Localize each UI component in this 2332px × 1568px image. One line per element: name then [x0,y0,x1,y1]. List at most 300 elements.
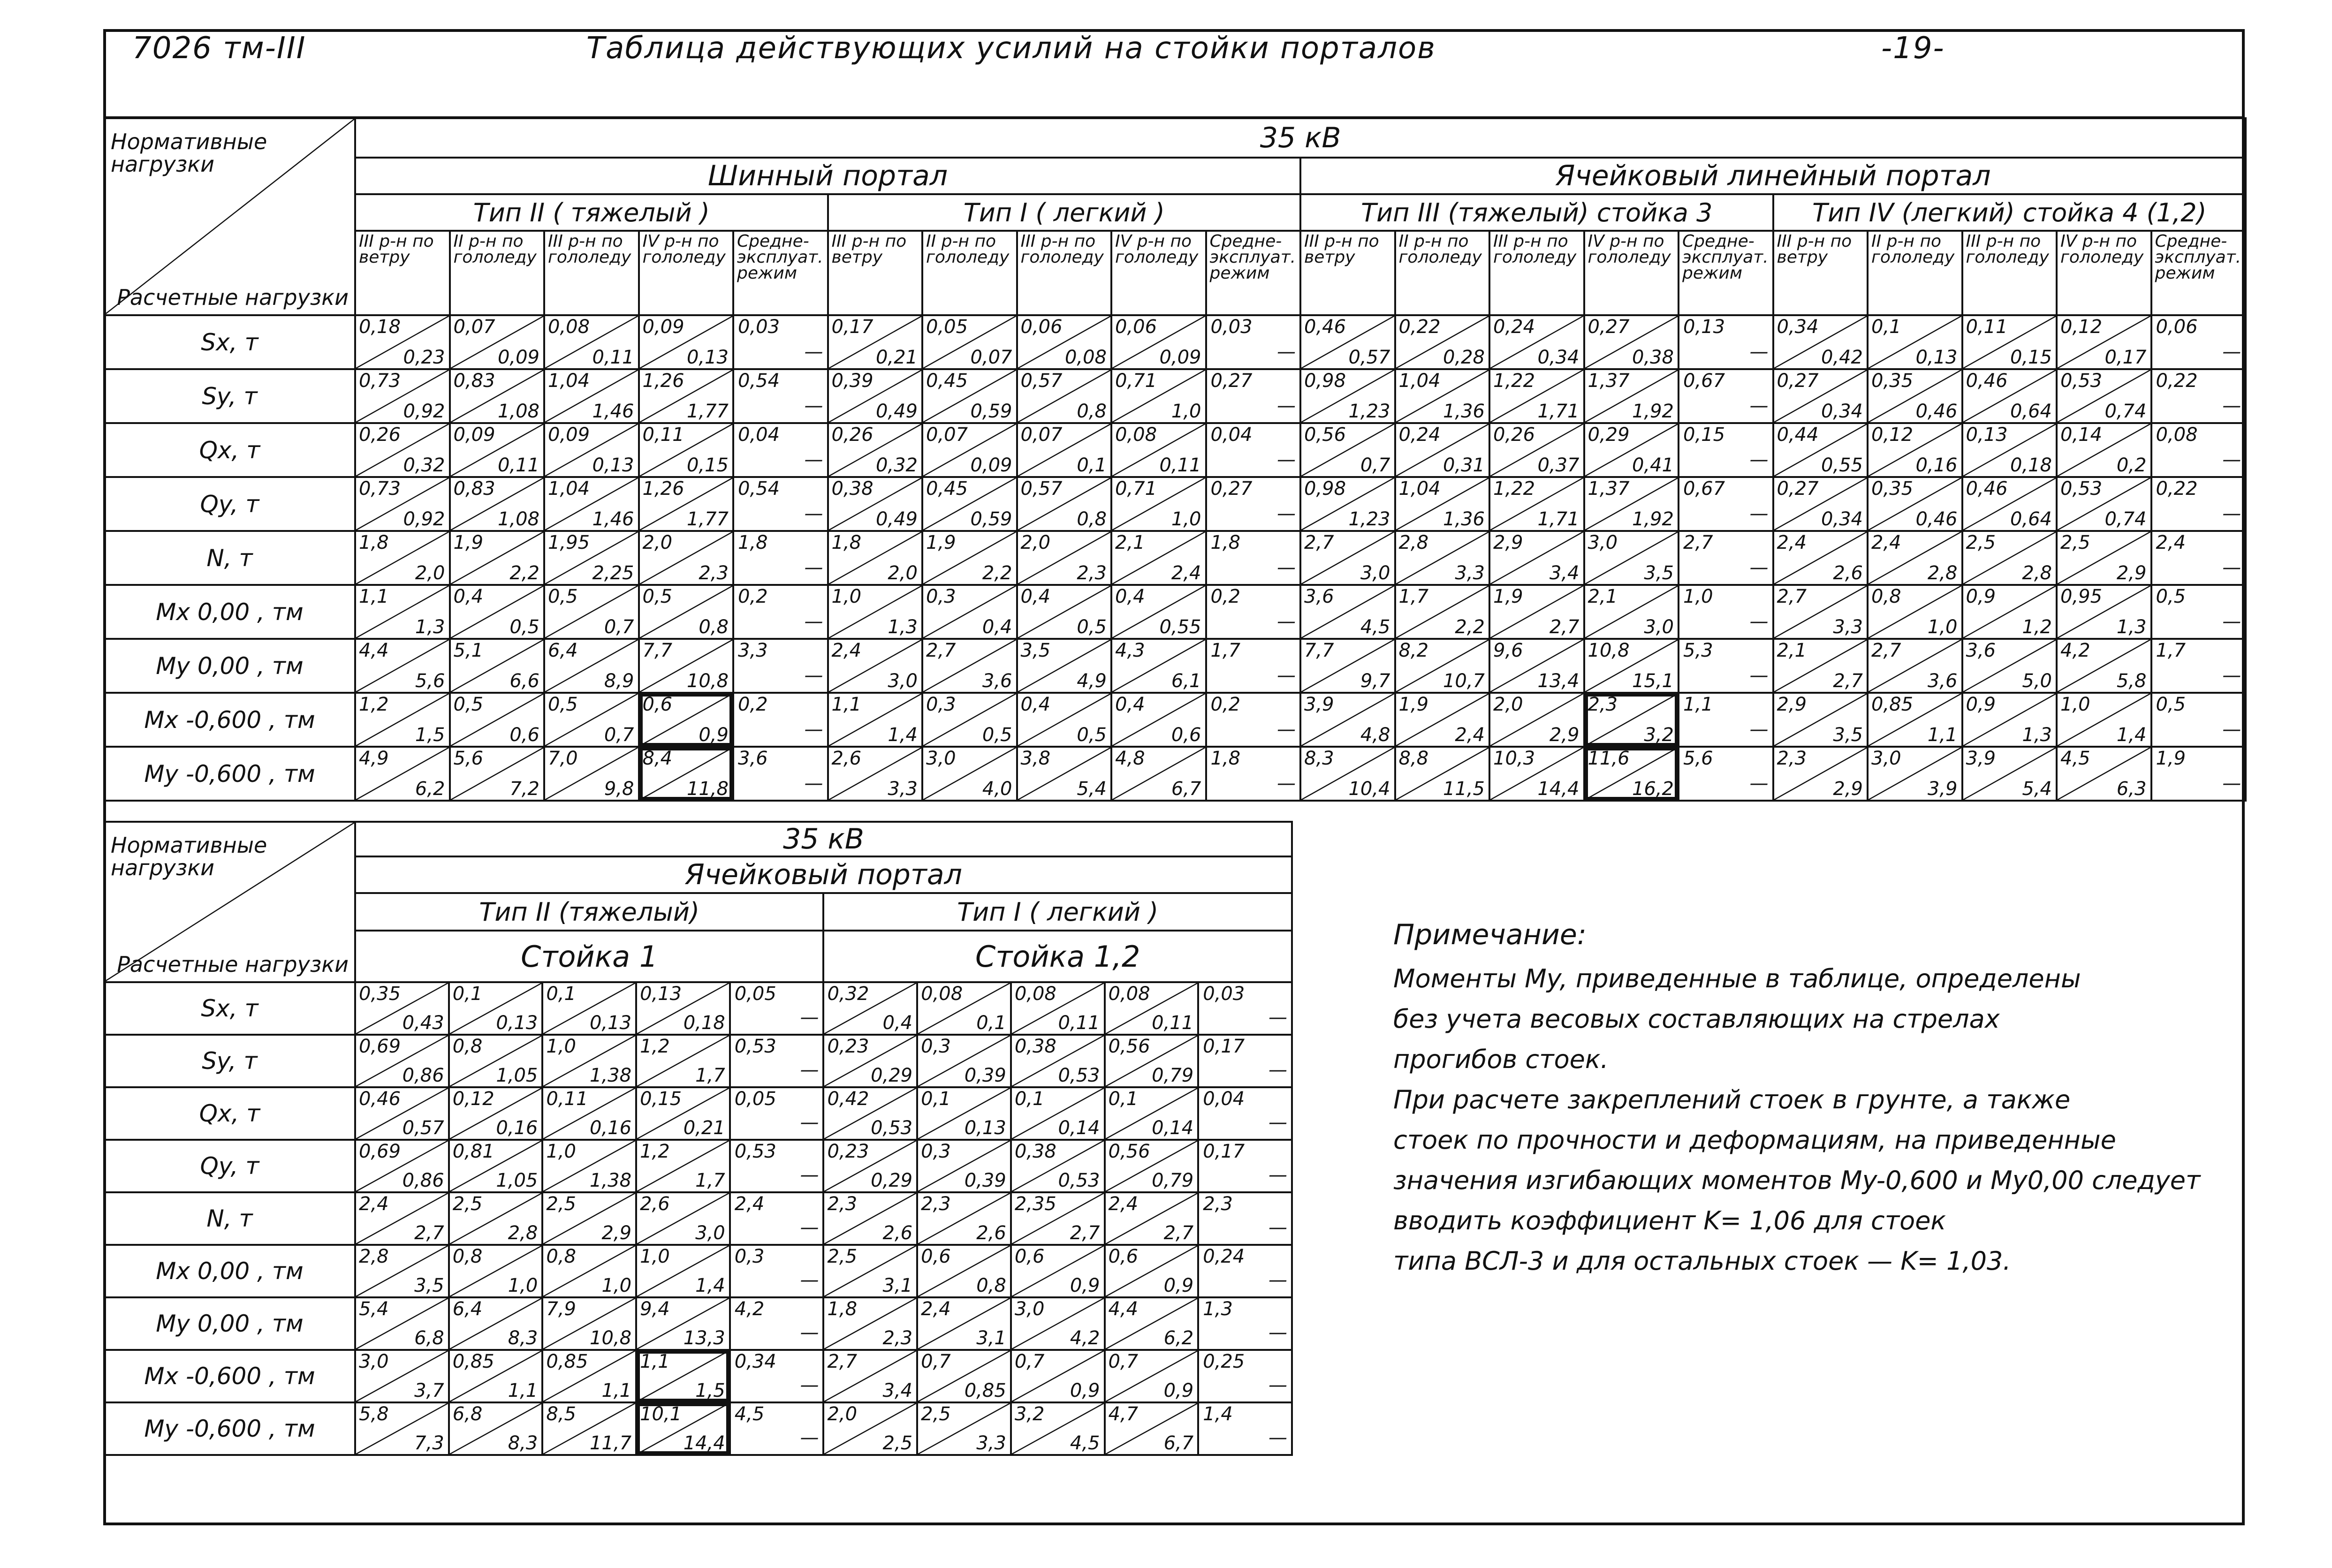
value-cell [1011,1192,1105,1245]
value-normative: 1,37 [1588,478,1630,500]
value-normative: 0,22 [1398,316,1441,338]
value-cell [2057,747,2151,801]
value-design: 0,55 [1159,616,1201,638]
value-dash: — [1277,341,1296,363]
value-design: 0,8 [699,616,729,638]
table-row [104,1140,1292,1192]
value-cell [1489,585,1584,639]
value-cell [1868,693,1962,747]
value-design: 0,34 [1821,508,1863,530]
value-design: 0,74 [2104,401,2147,422]
value-normative: 2,7 [1871,640,1901,661]
value-cell [823,1245,917,1297]
value-normative: 2,3 [1588,694,1618,715]
value-design: 2,2 [1455,616,1485,638]
value-cell [355,315,450,369]
value-design: 0,5 [982,724,1012,746]
value-normative: 4,9 [359,748,389,769]
value-cell [1679,747,1773,801]
value-design: 2,7 [1163,1222,1194,1244]
value-operational: 0,53 [734,1036,776,1057]
value-design: 14,4 [683,1432,725,1454]
portal-group-header: Ячейковый линейный портал [1300,158,2246,194]
value-cell [1395,693,1490,747]
value-cell [733,369,828,423]
value-normative: 2,4 [1108,1193,1139,1215]
value-design: 1,05 [496,1170,538,1191]
value-cell [1395,423,1490,477]
value-design: 1,7 [695,1170,725,1191]
value-cell [1868,477,1962,531]
value-design: 0,86 [402,1065,444,1086]
value-dash: — [1749,719,1769,740]
value-dash: — [804,557,823,578]
note-line: вводить коэффициент K= 1,06 для стоек [1393,1206,1946,1235]
value-dash: — [800,1164,819,1186]
load-case-header: III р-н по гололеду [1017,231,1112,315]
value-cell [2057,423,2151,477]
value-cell [823,1297,917,1350]
value-operational: 0,54 [738,370,780,392]
value-design: 2,9 [1549,724,1580,746]
value-design: 0,49 [875,508,918,530]
load-case-header: III р-н по ветру [1773,231,1868,315]
value-design: 0,11 [1159,454,1201,476]
value-normative: 0,29 [1588,424,1630,446]
value-dash: — [800,1427,819,1448]
value-design: 4,0 [982,778,1012,800]
value-normative: 0,8 [546,1246,576,1267]
value-normative: 2,7 [1777,586,1807,607]
value-cell [636,1087,730,1140]
value-normative: 1,9 [1493,586,1523,607]
value-cell [542,982,636,1035]
value-normative: 0,07 [1020,424,1063,446]
value-cell [636,1192,730,1245]
value-dash: — [1749,773,1769,794]
value-operational: 5,3 [1683,640,1713,661]
value-design: 5,0 [2022,670,2052,692]
value-design: 4,8 [1360,724,1390,746]
portal-group-header: Шинный портал [355,158,1300,194]
value-dash: — [804,395,823,417]
row-label: Qx, т [104,423,355,477]
portal-group-header: Ячейковый портал [355,856,1292,893]
value-cell [1773,531,1868,585]
value-normative: 0,4 [1115,586,1145,607]
value-cell [1395,477,1490,531]
value-normative: 0,45 [926,370,968,392]
value-design: 0,49 [875,401,918,422]
value-normative: 1,26 [642,478,684,500]
value-normative: 0,06 [1115,316,1157,338]
value-cell [636,982,730,1035]
value-dash: — [804,503,823,524]
value-normative: 0,14 [2060,424,2103,446]
value-dash: — [2222,611,2241,632]
value-dash: — [1268,1059,1287,1081]
value-normative: 0,46 [1304,316,1346,338]
value-normative: 0,57 [1020,370,1063,392]
value-cell [1962,693,2057,747]
value-normative: 0,27 [1777,370,1819,392]
value-design: 0,15 [686,454,729,476]
value-design: 3,9 [1927,778,1958,800]
value-cell [1300,639,1395,693]
row-label: My 0,00 , тм [104,1297,355,1350]
value-cell [1206,693,1301,747]
value-cell [639,639,734,693]
value-cell [1962,369,2057,423]
value-design: 2,2 [509,562,539,584]
value-design: 3,6 [1927,670,1958,692]
value-cell [1679,693,1773,747]
value-normative: 9,6 [1493,640,1523,661]
value-cell [922,585,1017,639]
value-design: 0,11 [1058,1012,1100,1034]
value-cell [828,747,923,801]
value-cell [1868,531,1962,585]
value-normative: 0,8 [452,1246,483,1267]
value-normative: 0,45 [926,478,968,500]
value-cell [1206,315,1301,369]
value-normative: 1,9 [926,532,956,553]
value-design: 8,3 [508,1432,538,1454]
value-design: 0,23 [403,347,445,368]
value-cell [1489,639,1584,693]
value-design: 0,9 [1163,1275,1194,1296]
value-normative: 8,2 [1398,640,1429,661]
value-operational: 1,0 [1683,586,1713,607]
value-cell [544,531,639,585]
notes-title: Примечание: [1393,918,1587,951]
value-normative: 0,6 [642,694,673,715]
value-normative: 2,0 [1493,694,1523,715]
value-operational: 0,17 [1203,1141,1245,1162]
table-row [104,315,2246,369]
value-dash: — [1749,503,1769,524]
value-cell [449,1402,543,1455]
value-normative: 2,8 [359,1246,389,1267]
value-normative: 0,3 [926,694,956,715]
value-normative: 1,0 [546,1141,576,1162]
value-cell [1105,1035,1199,1087]
value-normative: 3,2 [1014,1403,1045,1425]
value-cell [450,369,545,423]
value-design: 0,5 [1077,616,1107,638]
value-cell [1111,531,1206,585]
value-design: 4,5 [1070,1432,1100,1454]
value-normative: 3,5 [1020,640,1051,661]
value-design: 0,09 [497,347,539,368]
portal-type-header: Тип IV (легкий) стойка 4 (1,2) [1773,194,2246,231]
value-cell [1489,423,1584,477]
value-design: 2,9 [1833,778,1863,800]
value-design: 3,3 [976,1432,1006,1454]
value-design: 3,3 [1833,616,1863,638]
value-normative: 0,81 [452,1141,494,1162]
value-cell [1395,585,1490,639]
value-design: 1,71 [1537,508,1580,530]
value-cell [355,423,450,477]
value-dash: — [1268,1374,1287,1396]
value-normative: 0,3 [926,586,956,607]
value-normative: 0,98 [1304,478,1346,500]
value-normative: 0,08 [548,316,590,338]
value-operational: 2,4 [2156,532,2186,553]
value-normative: 0,06 [1020,316,1063,338]
value-normative: 0,07 [453,316,495,338]
value-cell [730,1350,824,1402]
value-design: 2,4 [1171,562,1201,584]
table-row [104,982,1292,1035]
value-design: 3,7 [414,1380,444,1401]
value-normative: 0,6 [1108,1246,1139,1267]
value-operational: 4,5 [734,1403,765,1425]
value-dash: — [1749,611,1769,632]
value-normative: 0,08 [1115,424,1157,446]
value-normative: 3,9 [1304,694,1334,715]
value-design: 0,4 [882,1012,913,1034]
value-design: 1,1 [508,1380,538,1401]
value-normative: 0,12 [2060,316,2103,338]
value-cell [2151,639,2246,693]
value-normative: 2,4 [831,640,862,661]
value-normative: 0,11 [642,424,684,446]
value-design: 0,11 [1152,1012,1194,1034]
value-design: 0,8 [1077,401,1107,422]
value-design: 0,16 [590,1117,632,1139]
value-normative: 0,1 [452,983,483,1005]
value-design: 0,53 [871,1117,913,1139]
value-design: 1,4 [888,724,918,746]
value-design: 0,79 [1152,1170,1194,1191]
value-design: 2,7 [1833,670,1863,692]
corner-header [104,118,355,315]
table-row [104,747,2246,801]
note-line: без учета весовых составляющих на стрелах [1393,1004,2000,1034]
value-cell [355,1350,449,1402]
row-label: Sx, т [104,982,355,1035]
value-design: 0,8 [976,1275,1006,1296]
value-normative: 1,9 [453,532,484,553]
value-cell [1017,639,1112,693]
portal-group-row [104,158,2246,194]
value-design: 2,4 [1455,724,1485,746]
load-case-header: IV р-н по гололеду [1584,231,1679,315]
value-operational: 0,08 [2156,424,2198,446]
value-design: 15,1 [1632,670,1674,692]
value-cell [449,1035,543,1087]
value-design: 0,74 [2104,508,2147,530]
load-case-header: II р-н по гололеду [450,231,545,315]
value-cell [1300,585,1395,639]
value-cell [636,1350,730,1402]
value-operational: 0,03 [1203,983,1245,1005]
value-normative: 0,4 [1115,694,1145,715]
value-cell [1105,1192,1199,1245]
table-row [104,1087,1292,1140]
value-cell [917,1140,1011,1192]
value-design: 0,79 [1152,1065,1194,1086]
value-cell [450,747,545,801]
value-cell [542,1245,636,1297]
value-design: 0,21 [875,347,918,368]
table-row [104,423,2246,477]
value-dash: — [1277,665,1296,686]
value-normative: 2,1 [1777,640,1807,661]
value-normative: 0,24 [1398,424,1441,446]
value-cell [730,1402,824,1455]
value-design: 6,7 [1163,1432,1194,1454]
value-cell [828,531,923,585]
value-cell [639,585,734,639]
value-cell [917,1087,1011,1140]
value-design: 0,28 [1443,347,1485,368]
value-dash: — [1749,341,1769,363]
value-normative: 0,98 [1304,370,1346,392]
value-operational: 0,5 [2156,586,2186,607]
value-design: 1,36 [1443,401,1485,422]
value-dash: — [800,1322,819,1343]
value-normative: 0,71 [1115,370,1157,392]
value-cell [544,639,639,693]
value-normative: 0,11 [546,1088,588,1110]
value-cell [1105,1245,1199,1297]
value-design: 1,23 [1348,508,1390,530]
value-normative: 0,9 [1966,586,1996,607]
value-dash: — [1268,1269,1287,1291]
value-cell [730,1245,824,1297]
value-cell [823,1350,917,1402]
value-cell [828,423,923,477]
value-cell [355,1140,449,1192]
value-normative: 0,07 [926,424,968,446]
value-normative: 2,5 [546,1193,576,1215]
value-operational: 0,27 [1210,478,1253,500]
value-design: 1,4 [695,1275,725,1296]
value-normative: 2,7 [827,1351,858,1372]
value-design: 11,7 [590,1432,632,1454]
value-dash: — [1268,1322,1287,1343]
value-design: 16,2 [1632,778,1674,800]
value-normative: 10,3 [1493,748,1535,769]
value-cell [542,1350,636,1402]
value-design: 4,9 [1077,670,1107,692]
value-normative: 5,1 [453,640,484,661]
table-row [104,369,2246,423]
value-normative: 2,5 [2060,532,2090,553]
value-cell [2151,315,2246,369]
value-cell [733,423,828,477]
value-dash: — [2222,665,2241,686]
value-design: 0,16 [1915,454,1958,476]
load-case-header: III р-н по гололеду [1489,231,1584,315]
value-design: 0,32 [875,454,918,476]
value-cell [1679,477,1773,531]
value-operational: 0,05 [734,983,776,1005]
value-dash: — [1268,1427,1287,1448]
voltage-label: 35 кВ [355,822,1292,856]
value-normative: 0,3 [921,1036,951,1057]
value-cell [1300,315,1395,369]
value-design: 1,92 [1632,401,1674,422]
value-cell [2057,369,2151,423]
value-cell [917,1402,1011,1455]
corner-design-label: Расчетные нагрузки [117,952,349,977]
value-design: 2,0 [888,562,918,584]
value-normative: 0,05 [926,316,968,338]
value-normative: 3,0 [359,1351,389,1372]
value-normative: 3,6 [1304,586,1334,607]
value-operational: 0,04 [738,424,780,446]
value-cell [917,1350,1011,1402]
value-cell [544,585,639,639]
value-design: 2,6 [976,1222,1006,1244]
value-normative: 0,32 [827,983,869,1005]
value-operational: 0,06 [2156,316,2198,338]
value-cell [922,369,1017,423]
value-cell [917,1297,1011,1350]
value-normative: 5,6 [453,748,484,769]
load-case-header: III р-н по ветру [1300,231,1395,315]
value-dash: — [1749,449,1769,470]
value-cell [1011,1245,1105,1297]
row-label: Qy, т [104,1140,355,1192]
value-design: 0,14 [1058,1117,1100,1139]
corner-normative-label: Нормативные нагрузки [111,129,267,177]
value-cell [542,1402,636,1455]
value-design: 6,8 [414,1327,444,1349]
value-design: 7,2 [509,778,539,800]
value-normative: 0,57 [1020,478,1063,500]
corner-design-label: Расчетные нагрузки [117,285,349,310]
load-case-header: IV р-н по гололеду [1111,231,1206,315]
value-design: 11,5 [1443,778,1485,800]
value-cell [2151,747,2246,801]
row-label: Mx 0,00 , тм [104,585,355,639]
value-cell [828,369,923,423]
value-design: 2,6 [1833,562,1863,584]
value-operational: 0,34 [734,1351,776,1372]
value-normative: 0,34 [1777,316,1819,338]
stand-header: Стойка 1 [355,931,823,982]
value-dash: — [804,773,823,794]
value-design: 1,3 [2116,616,2147,638]
value-cell [639,477,734,531]
value-cell [1395,639,1490,693]
value-cell [733,315,828,369]
value-cell [2057,639,2151,693]
value-design: 0,34 [1821,401,1863,422]
value-normative: 0,7 [921,1351,951,1372]
value-cell [1679,369,1773,423]
value-dash: — [1277,395,1296,417]
value-design: 10,8 [590,1327,632,1349]
value-cell [449,1245,543,1297]
value-normative: 7,9 [546,1298,576,1320]
value-cell [1011,1402,1105,1455]
value-normative: 0,83 [453,478,495,500]
value-cell [450,693,545,747]
value-design: 1,4 [2116,724,2147,746]
value-cell [1868,315,1962,369]
value-cell [1773,423,1868,477]
value-cell [449,1140,543,1192]
value-design: 3,3 [1455,562,1485,584]
portal-type-header: Тип III (тяжелый) стойка 3 [1300,194,1773,231]
value-cell [639,369,734,423]
